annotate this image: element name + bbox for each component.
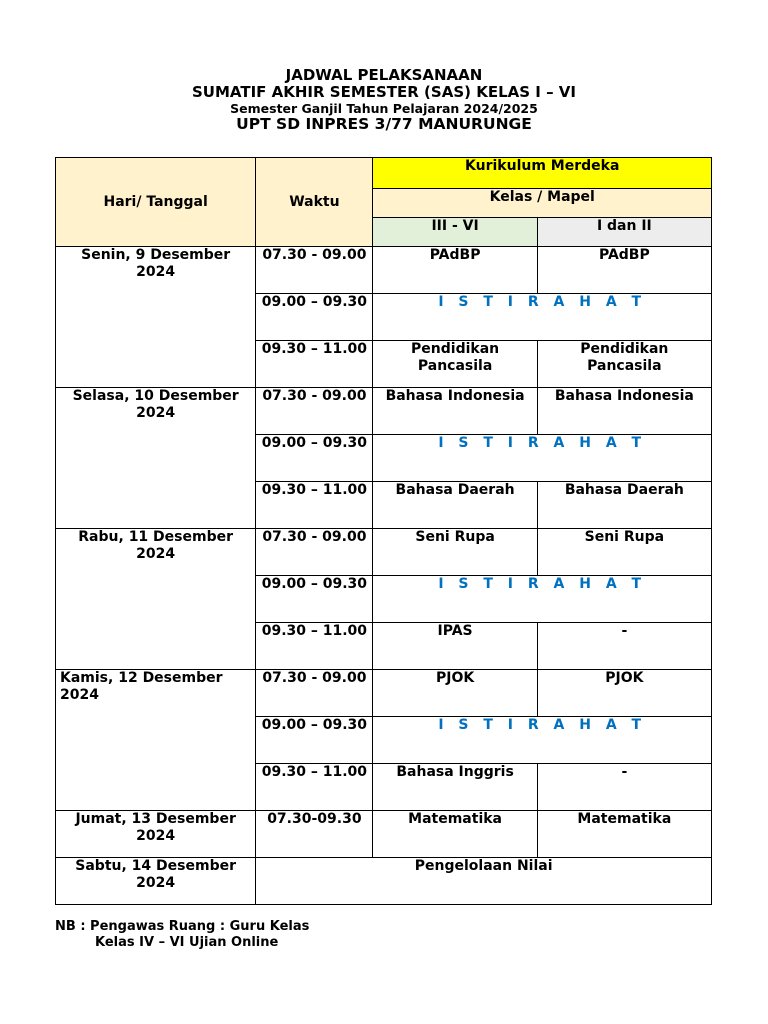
school-name: UPT SD INPRES 3/77 MANURUNGE	[236, 114, 532, 133]
day-cell: Selasa, 10 Desember 2024	[56, 388, 256, 529]
subject-cell: Bahasa Inggris	[373, 764, 537, 811]
title-line-2: SUMATIF AKHIR SEMESTER (SAS) KELAS I – VI	[192, 83, 576, 102]
time-cell: 09.30 – 11.00	[256, 482, 373, 529]
footnote-line-1: NB : Pengawas Ruang : Guru Kelas	[55, 919, 310, 934]
title-line-1: JADWAL PELAKSANAAN	[285, 66, 483, 84]
subject-cell: Seni Rupa	[537, 529, 711, 576]
subject-cell: Bahasa Daerah	[537, 482, 711, 529]
time-cell: 09.30 – 11.00	[256, 623, 373, 670]
day-cell: Jumat, 13 Desember 2024	[56, 811, 256, 858]
day-cell: Rabu, 11 Desember 2024	[56, 529, 256, 670]
time-cell: 07.30 - 09.00	[256, 247, 373, 294]
subject-cell: Pendidikan Pancasila	[537, 341, 711, 388]
subject-cell: Bahasa Daerah	[373, 482, 537, 529]
time-cell: 07.30 - 09.00	[256, 388, 373, 435]
footnote-line-2: Kelas IV – VI Ujian Online	[95, 935, 279, 950]
merged-cell: Pengelolaan Nilai	[256, 858, 712, 905]
time-cell: 09.00 – 09.30	[256, 435, 373, 482]
schedule-table	[55, 157, 712, 905]
subject-cell: Pendidikan Pancasila	[373, 341, 537, 388]
header-time: Waktu	[256, 158, 373, 247]
document-header	[0, 67, 768, 134]
day-cell: Kamis, 12 Desember 2024	[56, 670, 256, 811]
header-day: Hari/ Tanggal	[56, 158, 256, 247]
subject-cell: IPAS	[373, 623, 537, 670]
time-cell: 07.30 - 09.00	[256, 670, 373, 717]
subject-cell: PJOK	[373, 670, 537, 717]
header-group-b: I dan II	[537, 218, 711, 247]
title-line-3: Semester Ganjil Tahun Pelajaran 2024/2025	[230, 100, 538, 116]
header-class-subject: Kelas / Mapel	[373, 189, 712, 218]
header-curriculum: Kurikulum Merdeka	[373, 158, 712, 189]
subject-cell: Bahasa Indonesia	[537, 388, 711, 435]
subject-cell: -	[537, 623, 711, 670]
subject-cell: Matematika	[373, 811, 537, 858]
subject-cell: Matematika	[537, 811, 711, 858]
break-cell: I S T I R A H A T	[373, 717, 712, 764]
time-cell: 09.00 – 09.30	[256, 294, 373, 341]
subject-cell: PJOK	[537, 670, 711, 717]
break-cell: I S T I R A H A T	[373, 576, 712, 623]
subject-cell: -	[537, 764, 711, 811]
break-cell: I S T I R A H A T	[373, 294, 712, 341]
subject-cell: PAdBP	[537, 247, 711, 294]
footnote	[55, 919, 309, 951]
time-cell: 09.00 – 09.30	[256, 717, 373, 764]
day-cell: Sabtu, 14 Desember 2024	[56, 858, 256, 905]
time-cell: 07.30-09.30	[256, 811, 373, 858]
time-cell: 09.30 – 11.00	[256, 764, 373, 811]
subject-cell: PAdBP	[373, 247, 537, 294]
day-cell: Senin, 9 Desember 2024	[56, 247, 256, 388]
subject-cell: Bahasa Indonesia	[373, 388, 537, 435]
time-cell: 09.30 – 11.00	[256, 341, 373, 388]
time-cell: 09.00 – 09.30	[256, 576, 373, 623]
subject-cell: Seni Rupa	[373, 529, 537, 576]
header-group-a: III - VI	[373, 218, 537, 247]
break-cell: I S T I R A H A T	[373, 435, 712, 482]
time-cell: 07.30 - 09.00	[256, 529, 373, 576]
